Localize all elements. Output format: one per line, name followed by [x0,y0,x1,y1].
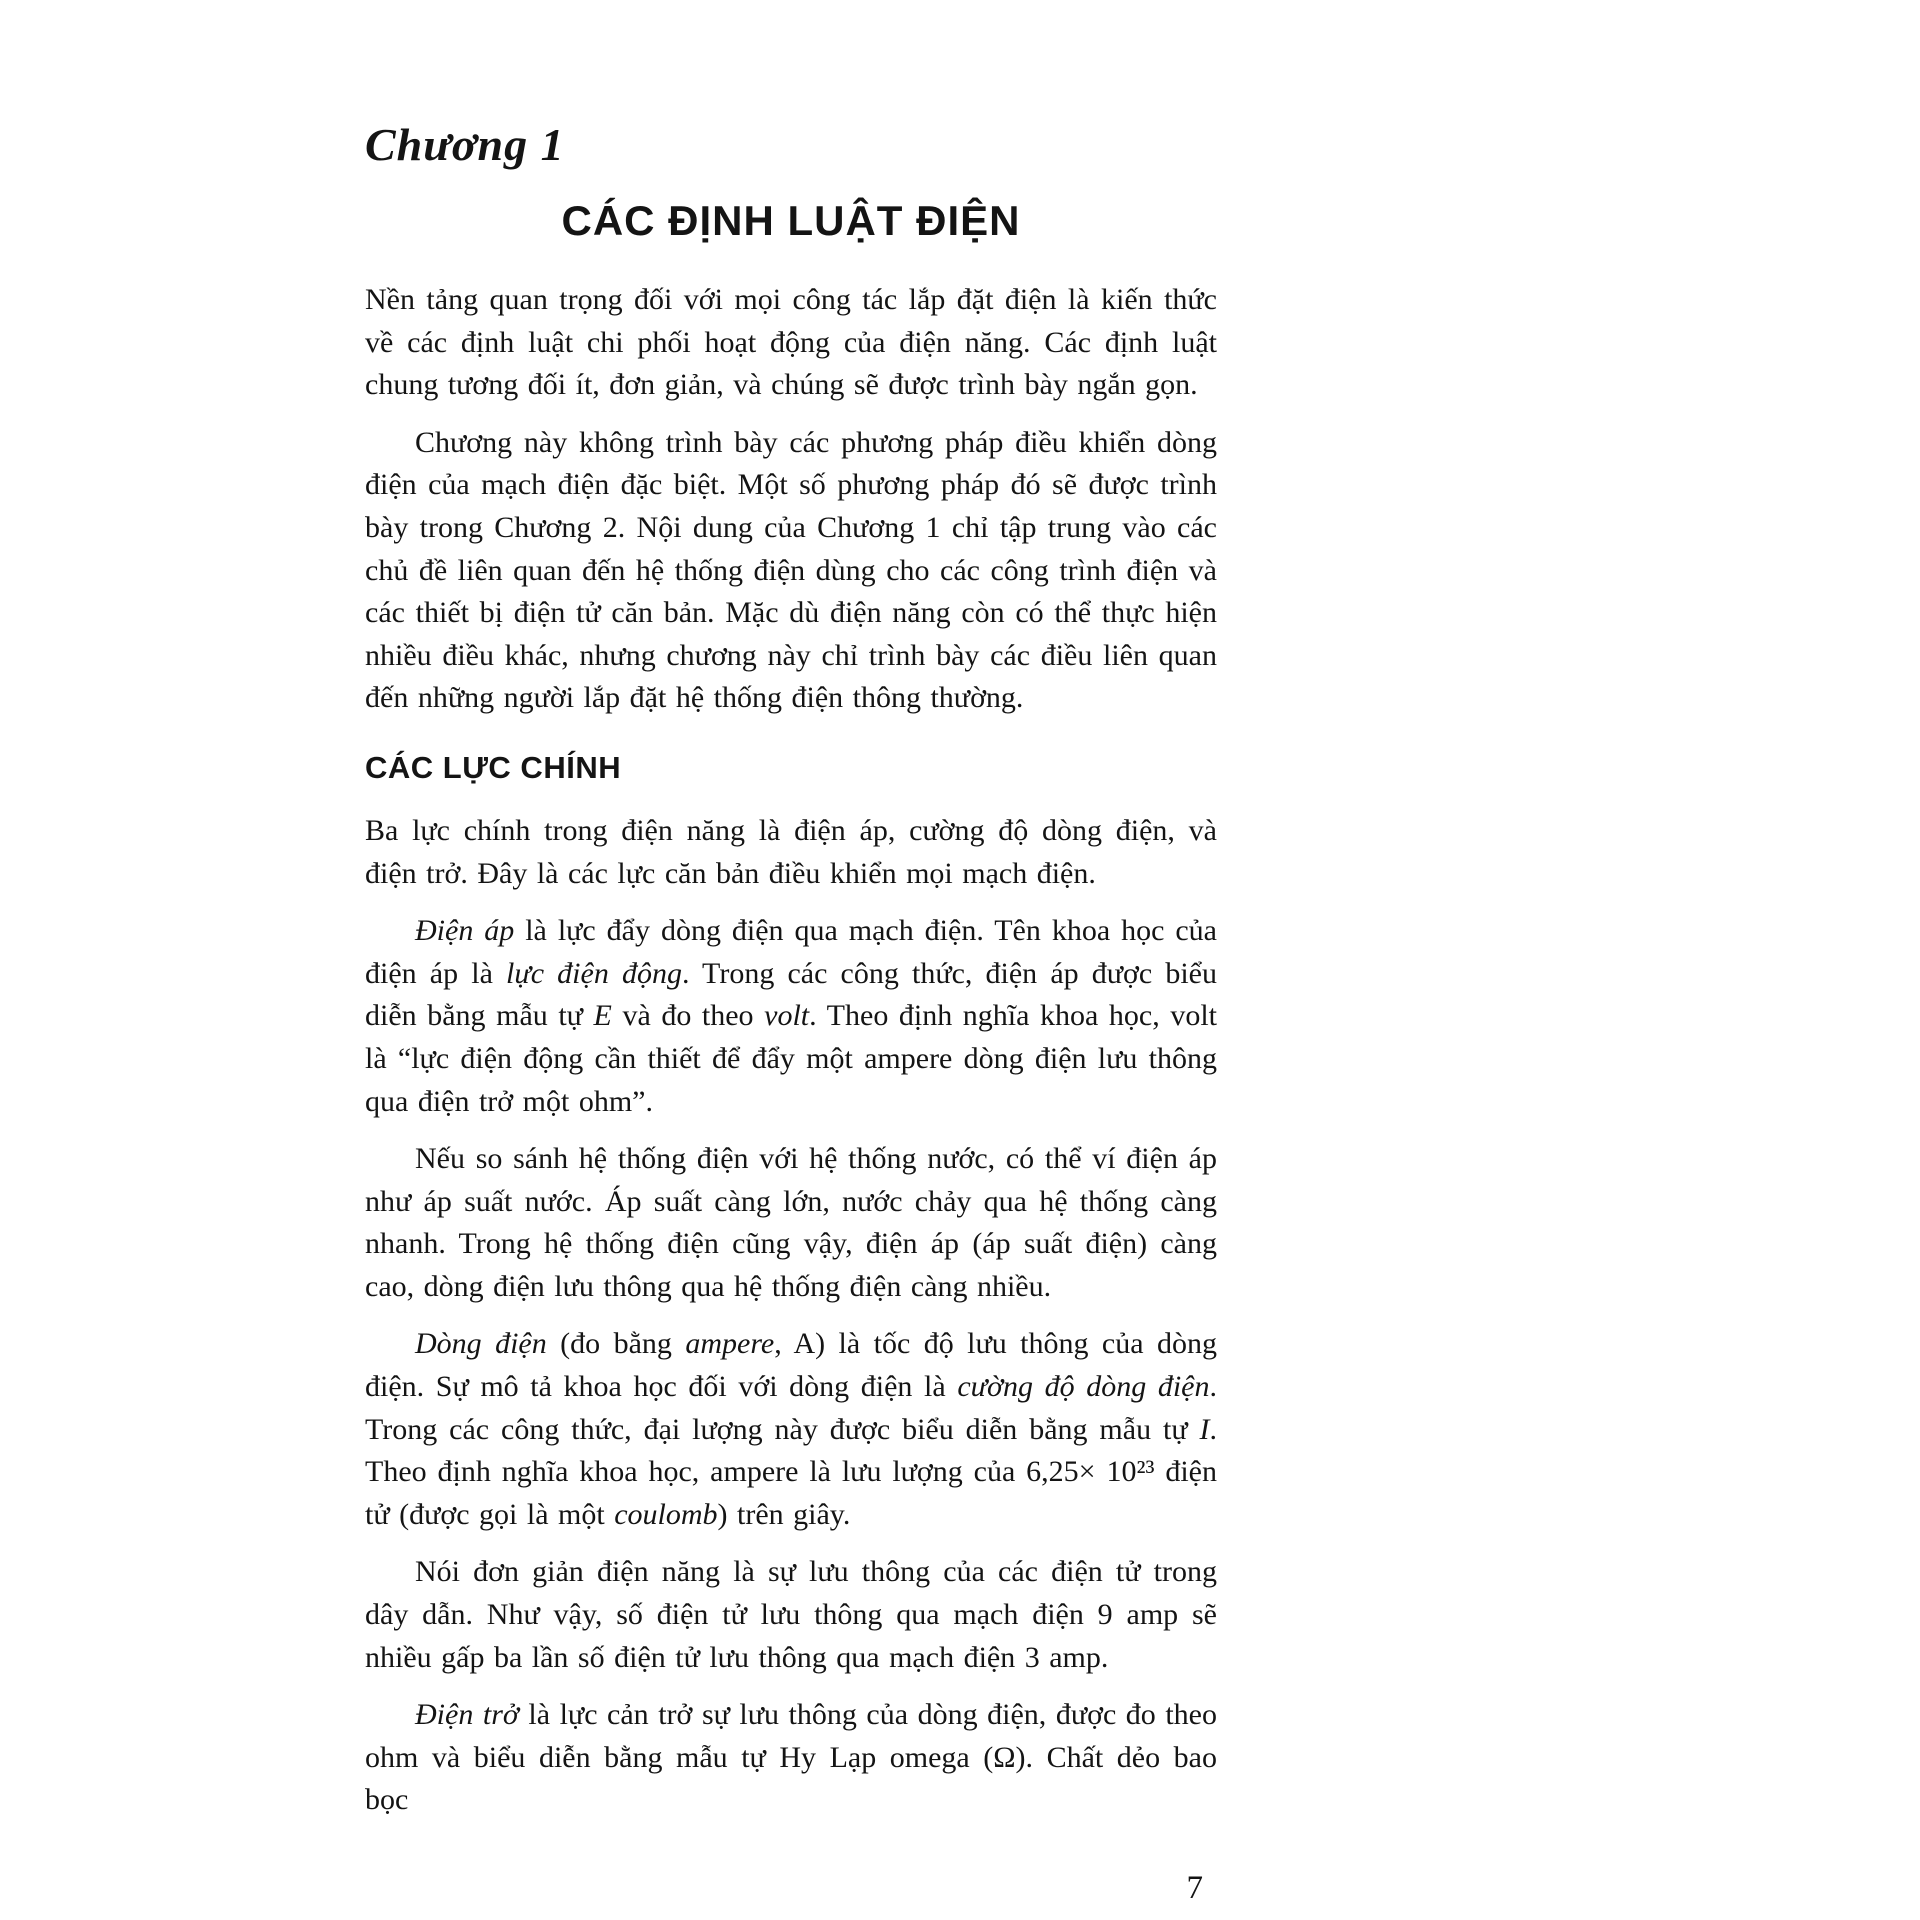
page-title: CÁC ĐỊNH LUẬT ĐIỆN [561,197,1021,244]
italic-term: volt [764,999,810,1033]
text-run: ) trên giây. [717,1497,851,1531]
text-run: . Trong các công thức, điện áp được biểu diễn bằng mẫu tự [365,956,1217,1033]
text-run: . Theo định nghĩa khoa học, ampere là lưu lượng của 6,25× 10²³ điện tử (được gọi là một [365,1412,1217,1531]
paragraph [365,1551,1217,1679]
page-body [365,279,1217,1822]
italic-term: ampere [685,1327,775,1361]
text-run: là lực cản trở sự lưu thông của dòng điện, được đo theo ohm và biểu diễn bằng mẫu tự Hy Lạp omega (Ω). Chất dẻo bao bọc [365,1698,1217,1817]
page-number: 7 [1186,1870,1203,1906]
chapter-label: Chương 1 [365,119,565,170]
paragraph [365,1323,1217,1536]
text-run: Nền tảng quan trọng đối với mọi công tác lắp đặt điện là kiến thức về các định luật chi phối hoạt động của điện năng. Các định luật chung tương đối ít, đơn giản, và chúng sẽ được trình bày ngắn gọn. [365,283,1217,402]
text-run: Ba lực chính trong điện năng là điện áp, cường độ dòng điện, và điện trở. Đây là các lực căn bản điều khiển mọi mạch điện. [365,813,1217,890]
text-run: (đo bằng [546,1327,686,1361]
italic-term: cường độ dòng điện [957,1370,1210,1404]
italic-term: coulomb [614,1497,718,1531]
text-run: , A) là tốc độ lưu thông của dòng điện. Sự mô tả khoa học đối với dòng điện là [365,1327,1217,1404]
italic-term: lực điện động [506,956,682,990]
text-run: Nếu so sánh hệ thống điện với hệ thống nước, có thể ví điện áp như áp suất nước. Áp suất càng lớn, nước chảy qua hệ thống càng nhanh. Trong hệ thống điện cũng vậy, điện áp (áp suất điện) càng cao, dòng điện lưu thông qua hệ thống điện càng nhiều. [365,1142,1217,1303]
paragraph [365,910,1217,1123]
italic-term: Điện trở [415,1698,519,1732]
italic-term: I [1199,1412,1210,1446]
text-run: là lực đẩy dòng điện qua mạch điện. Tên khoa học của điện áp là [365,914,1217,990]
text-run: . Trong các công thức, đại lượng này được biểu diễn bằng mẫu tự [365,1370,1217,1446]
section-heading: CÁC LỰC CHÍNH [365,749,622,785]
text-run: . Theo định nghĩa khoa học, volt là “lực điện động cần thiết để đẩy một ampere dòng điện lưu thông qua điện trở một ohm”. [365,999,1217,1118]
page-content [365,118,1217,1907]
paragraph [365,1694,1217,1822]
text-run: Chương này không trình bày các phương pháp điều khiển dòng điện của mạch điện đặc biệt. Một số phương pháp đó sẽ được trình bày trong Chương 2. Nội dung của Chương 1 chỉ tập trung vào các chủ đề liên quan đến hệ thống điện dùng cho các công trình điện và các thiết bị điện tử căn bản. Mặc dù điện năng còn có thể thực hiện nhiều điều khác, nhưng chương này chỉ trình bày các điều liên quan đến những người lắp đặt hệ thống điện thông thường. [365,425,1217,715]
paragraph [365,422,1217,720]
paragraph [365,279,1217,407]
italic-term: Điện áp [415,914,515,948]
italic-term: E [593,999,612,1033]
paragraph [365,1138,1217,1308]
text-run: Nói đơn giản điện năng là sự lưu thông của các điện tử trong dây dẫn. Như vậy, số điện tử lưu thông qua mạch điện 9 amp sẽ nhiều gấp ba lần số điện tử lưu thông qua mạch điện 3 amp. [365,1555,1217,1674]
paragraph [365,810,1217,895]
italic-term: Dòng điện [415,1327,547,1361]
text-run: và đo theo [611,999,765,1033]
